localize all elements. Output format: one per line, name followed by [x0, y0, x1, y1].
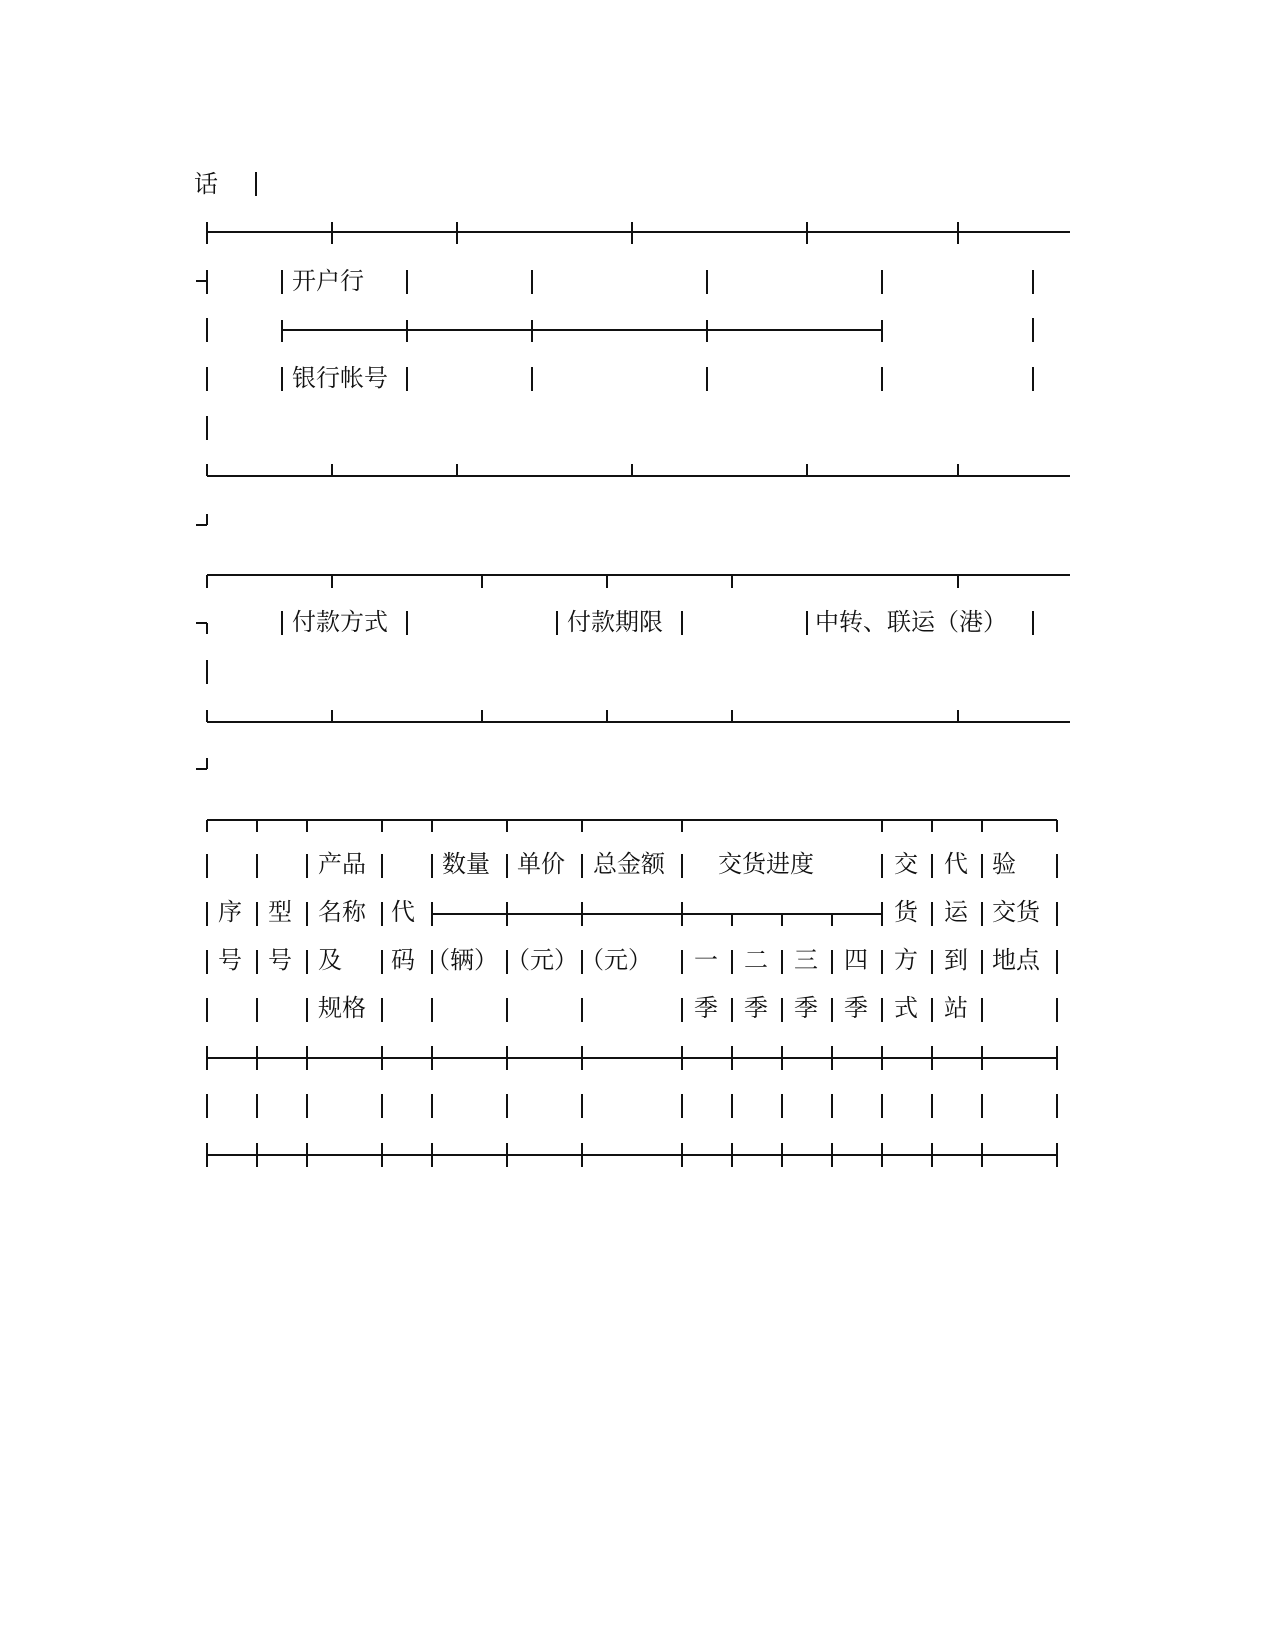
header-delivery-method-4: 式 [894, 994, 918, 1022]
header-quarter-1-b: 季 [694, 994, 718, 1022]
phone-label-fragment: 话 [194, 170, 218, 198]
header-code-2: 码 [391, 946, 415, 974]
header-total-1: 总金额 [593, 850, 665, 878]
header-name-1: 产品 [318, 850, 366, 878]
header-code-1: 代 [391, 898, 415, 926]
header-agent-station-3: 到 [944, 946, 968, 974]
header-model-2: 号 [268, 946, 292, 974]
header-acceptance-1: 验 [992, 850, 1016, 878]
header-quarter-4-b: 季 [844, 994, 868, 1022]
header-agent-station-1: 代 [944, 850, 968, 878]
header-unit-price-2: （元） [506, 946, 578, 974]
account-bank-label: 开户行 [292, 267, 364, 295]
header-quarter-3-a: 三 [794, 946, 818, 974]
header-name-2: 名称 [318, 898, 366, 926]
header-delivery-method-2: 货 [894, 898, 918, 926]
header-seq-1: 序 [218, 898, 242, 926]
header-quarter-4-a: 四 [844, 946, 868, 974]
account-number-label: 银行帐号 [292, 364, 388, 392]
header-unit-price-1: 单价 [517, 850, 565, 878]
header-name-3: 及 [318, 946, 342, 974]
header-delivery-method-3: 方 [894, 946, 918, 974]
header-agent-station-2: 运 [944, 898, 968, 926]
payment-method-label: 付款方式 [292, 608, 388, 636]
header-seq-2: 号 [218, 946, 242, 974]
header-quantity-1: 数量 [442, 850, 490, 878]
header-quantity-2: （辆） [426, 946, 498, 974]
header-quarter-2-a: 二 [744, 946, 768, 974]
header-quarter-3-b: 季 [794, 994, 818, 1022]
header-agent-station-4: 站 [944, 994, 968, 1022]
payment-term-label: 付款期限 [567, 608, 663, 636]
header-name-4: 规格 [318, 994, 366, 1022]
header-delivery-method-1: 交 [894, 850, 918, 878]
header-total-2: （元） [580, 946, 652, 974]
header-quarter-2-b: 季 [744, 994, 768, 1022]
header-quarter-1-a: 一 [694, 946, 718, 974]
header-delivery-schedule: 交货进度 [718, 850, 814, 878]
header-model-1: 型 [268, 898, 292, 926]
transit-port-label: 中转、联运（港） [815, 608, 1007, 636]
header-acceptance-2: 交货 [992, 898, 1040, 926]
header-acceptance-3: 地点 [992, 946, 1040, 974]
